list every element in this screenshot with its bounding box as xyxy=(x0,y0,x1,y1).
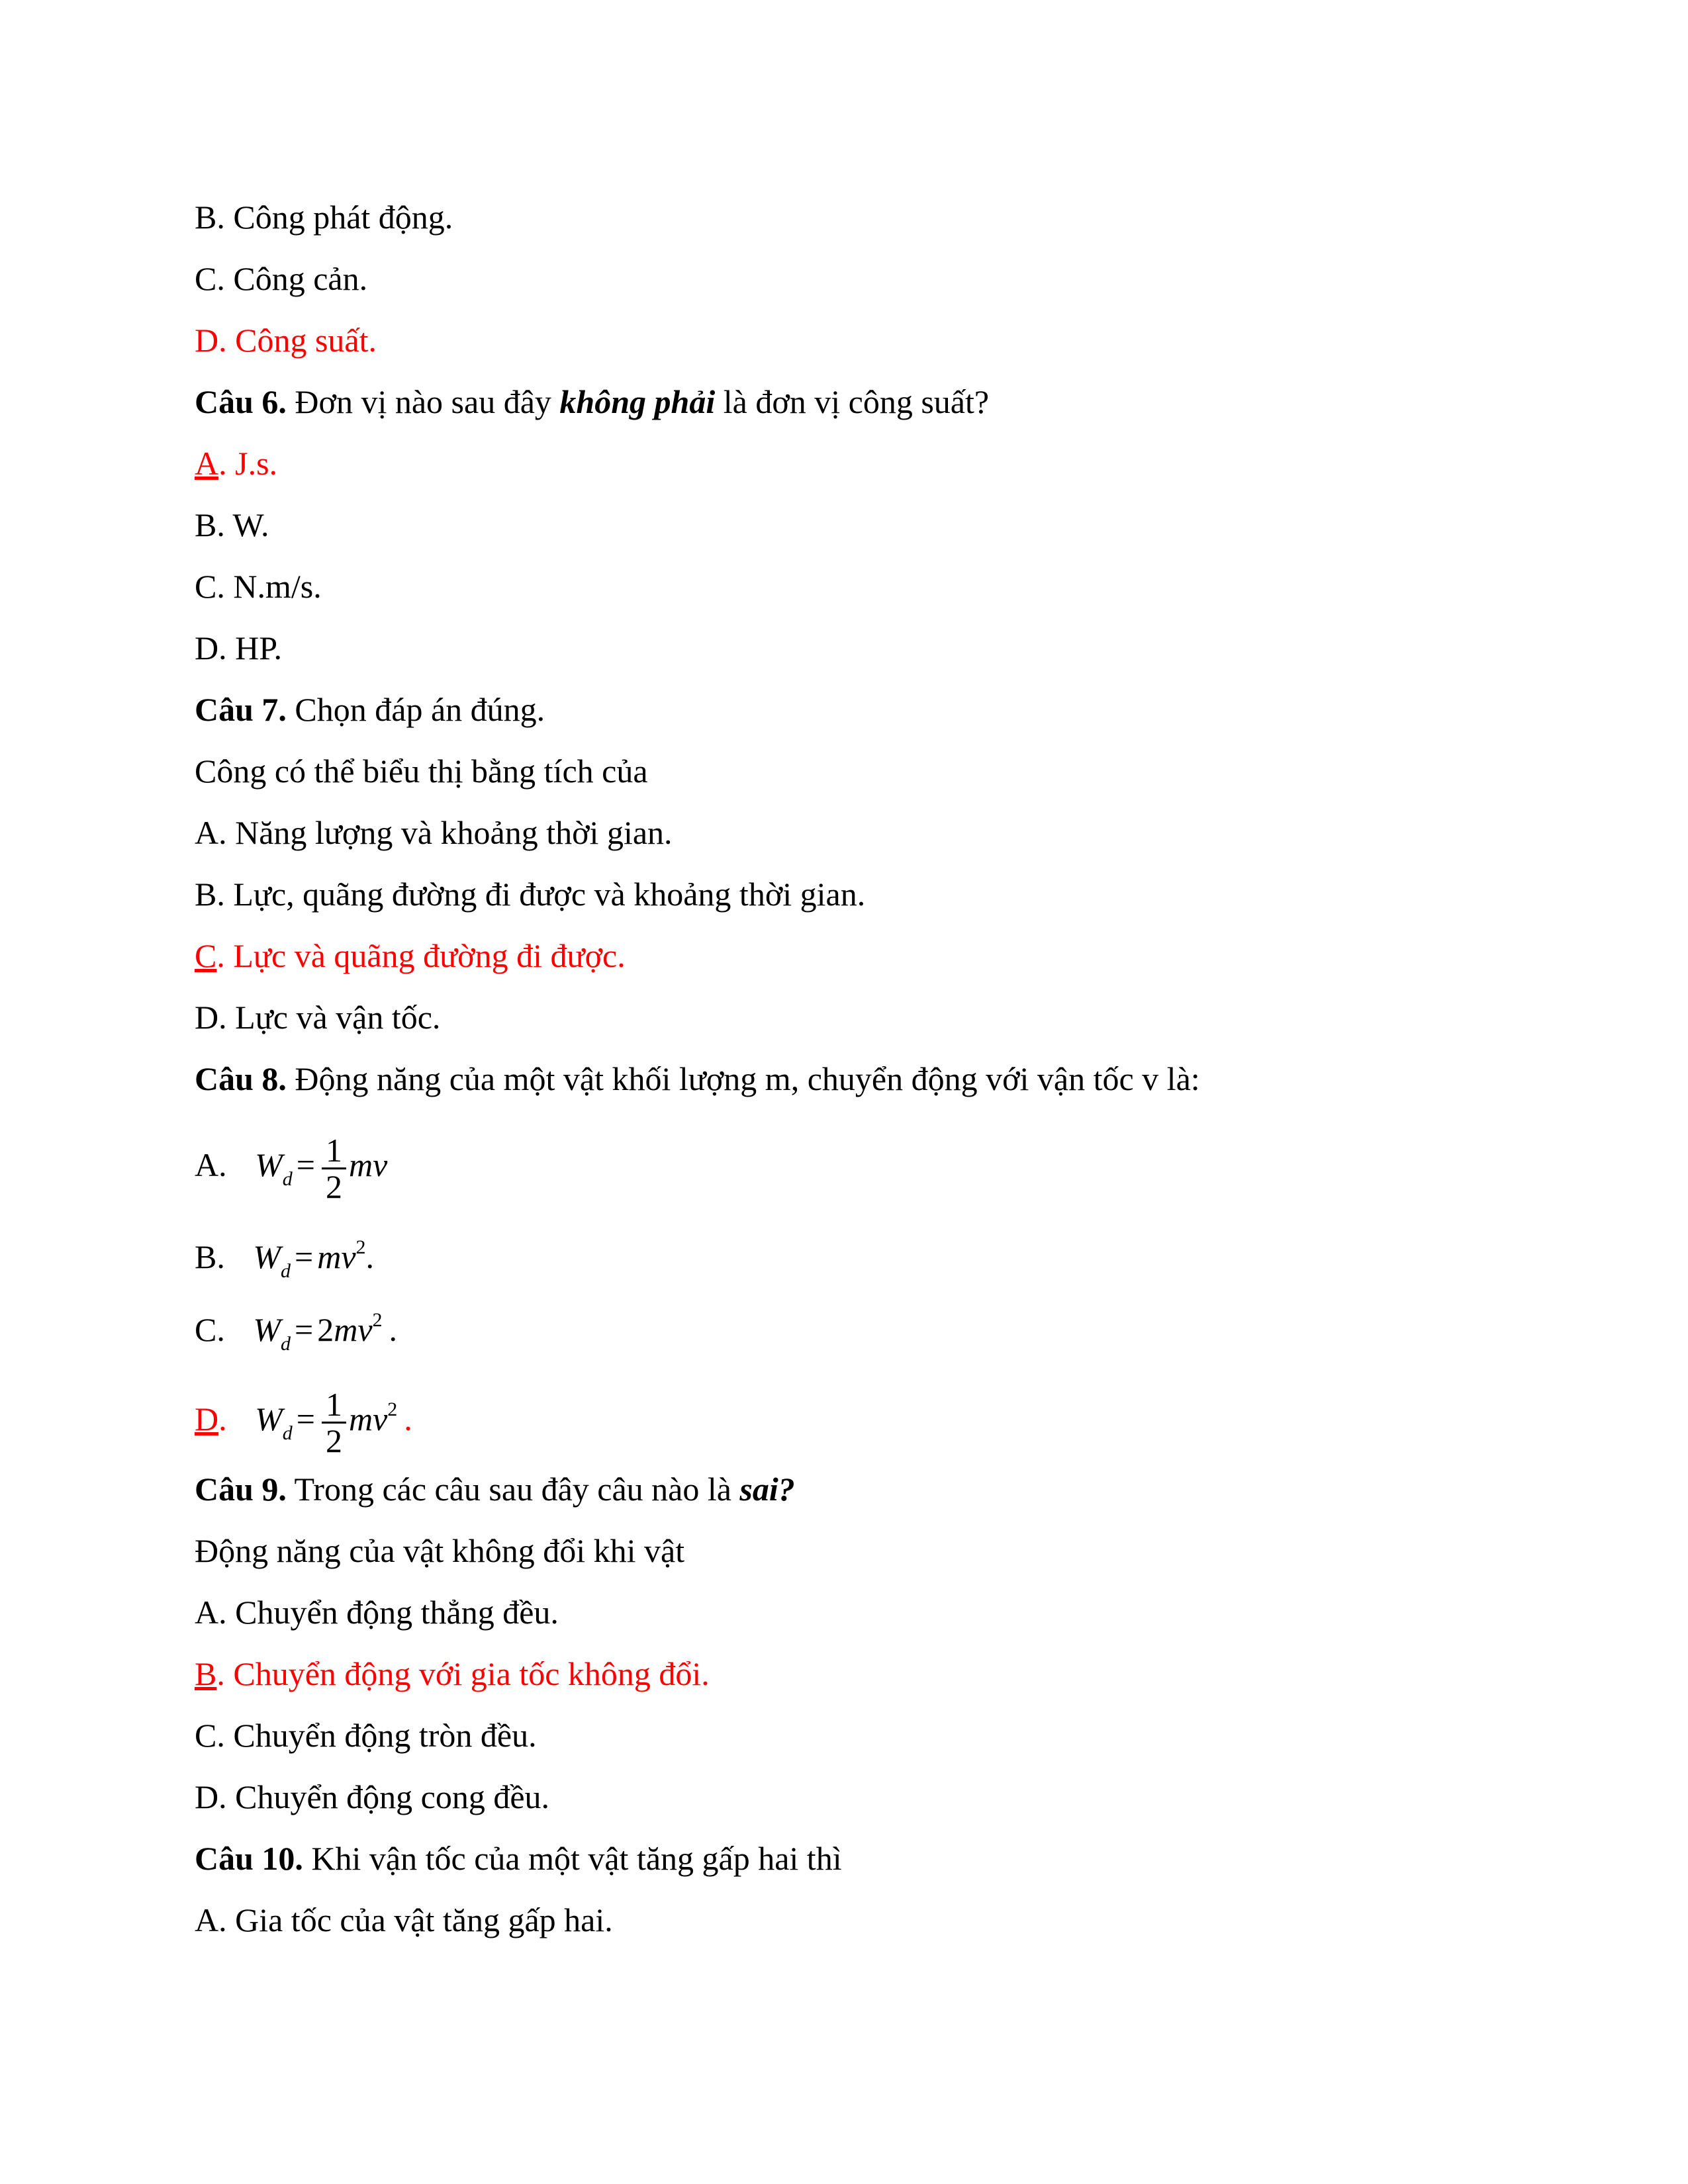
q5-option-b: B. Công phát động. xyxy=(195,199,453,236)
q10-text: Khi vận tốc của một vật tăng gấp hai thì xyxy=(303,1840,842,1877)
q9-label: Câu 9. xyxy=(195,1471,287,1508)
q9-stem-continued: Động năng của vật không đổi khi vật xyxy=(195,1532,685,1569)
answer-letter: B xyxy=(195,1655,217,1692)
q10-label: Câu 10. xyxy=(195,1840,303,1877)
q9-option-a: A. Chuyển động thẳng đều. xyxy=(195,1594,559,1631)
q8-label: Câu 8. xyxy=(195,1060,287,1097)
q5-option-d-answer: D. Công suất. xyxy=(195,322,377,359)
q9-text: Trong các câu sau đây câu nào là xyxy=(286,1471,740,1508)
q6-option-a-answer xyxy=(195,443,277,483)
q8-text: Động năng của một vật khối lượng m, chuyển động với vận tốc v là: xyxy=(286,1060,1200,1097)
q8-stem xyxy=(195,1059,1200,1099)
option-letter: C. xyxy=(195,1311,225,1348)
q9-option-d: D. Chuyển động cong đều. xyxy=(195,1778,550,1815)
q6-text-post: là đơn vị công suất? xyxy=(715,383,990,420)
q7-stem xyxy=(195,690,545,729)
q9-option-c: C. Chuyển động tròn đều. xyxy=(195,1717,537,1754)
formula: $W_d$ = $\frac{1}{2}$ mv xyxy=(255,1132,388,1206)
q6-stem xyxy=(195,382,989,422)
option-letter: B. xyxy=(195,1238,225,1275)
answer-letter: C xyxy=(195,937,217,974)
option-letter: A. xyxy=(195,1146,227,1183)
q9-option-b-answer xyxy=(195,1654,710,1694)
option-text: . Lực và quãng đường đi được. xyxy=(216,937,626,974)
q10-option-a: A. Gia tốc của vật tăng gấp hai. xyxy=(195,1901,613,1938)
q5-option-c: C. Công cản. xyxy=(195,260,368,297)
q7-stem-continued: Công có thể biểu thị bằng tích của xyxy=(195,752,648,790)
q6-label: Câu 6. xyxy=(195,383,287,420)
fraction: $\frac{1}{2}$ xyxy=(322,1387,346,1458)
q9-stem xyxy=(195,1469,795,1509)
fraction: $\frac{1}{2}$ xyxy=(322,1133,346,1204)
option-text: . J.s. xyxy=(218,445,278,482)
q7-option-b: B. Lực, quãng đường đi được và khoảng thời gian. xyxy=(195,876,866,913)
formula: $W_d = mv^2$. xyxy=(253,1236,375,1282)
formula: $W_d = 2mv^2$ . xyxy=(253,1309,398,1355)
q7-option-a: A. Năng lượng và khoảng thời gian. xyxy=(195,814,673,851)
q8-option-b xyxy=(195,1228,374,1291)
q7-option-c-answer xyxy=(195,936,626,976)
q6-option-b: B. W. xyxy=(195,506,269,543)
q8-option-a xyxy=(195,1125,387,1219)
formula: $W_d$ = $\frac{1}{2}$ $mv^2$ xyxy=(255,1386,398,1460)
q8-option-d-answer: D. $W_d$ = $\frac{1}{2}$ $mv^2$ . xyxy=(195,1386,412,1460)
q7-option-d: D. Lực và vận tốc. xyxy=(195,999,441,1036)
q6-option-c: C. N.m/s. xyxy=(195,568,322,605)
q7-label: Câu 7. xyxy=(195,691,287,728)
q9-emphasis: sai? xyxy=(739,1471,795,1508)
q6-emphasis: không phải xyxy=(559,383,716,420)
answer-letter: D xyxy=(195,1400,219,1437)
answer-letter: A xyxy=(195,445,219,482)
q10-stem xyxy=(195,1839,842,1878)
option-text: . Chuyển động với gia tốc không đổi. xyxy=(216,1655,710,1692)
q8-option-c xyxy=(195,1300,397,1364)
q6-option-d: D. HP. xyxy=(195,629,282,666)
q6-text-pre: Đơn vị nào sau đây xyxy=(286,383,560,420)
q7-text: Chọn đáp án đúng. xyxy=(286,691,545,728)
